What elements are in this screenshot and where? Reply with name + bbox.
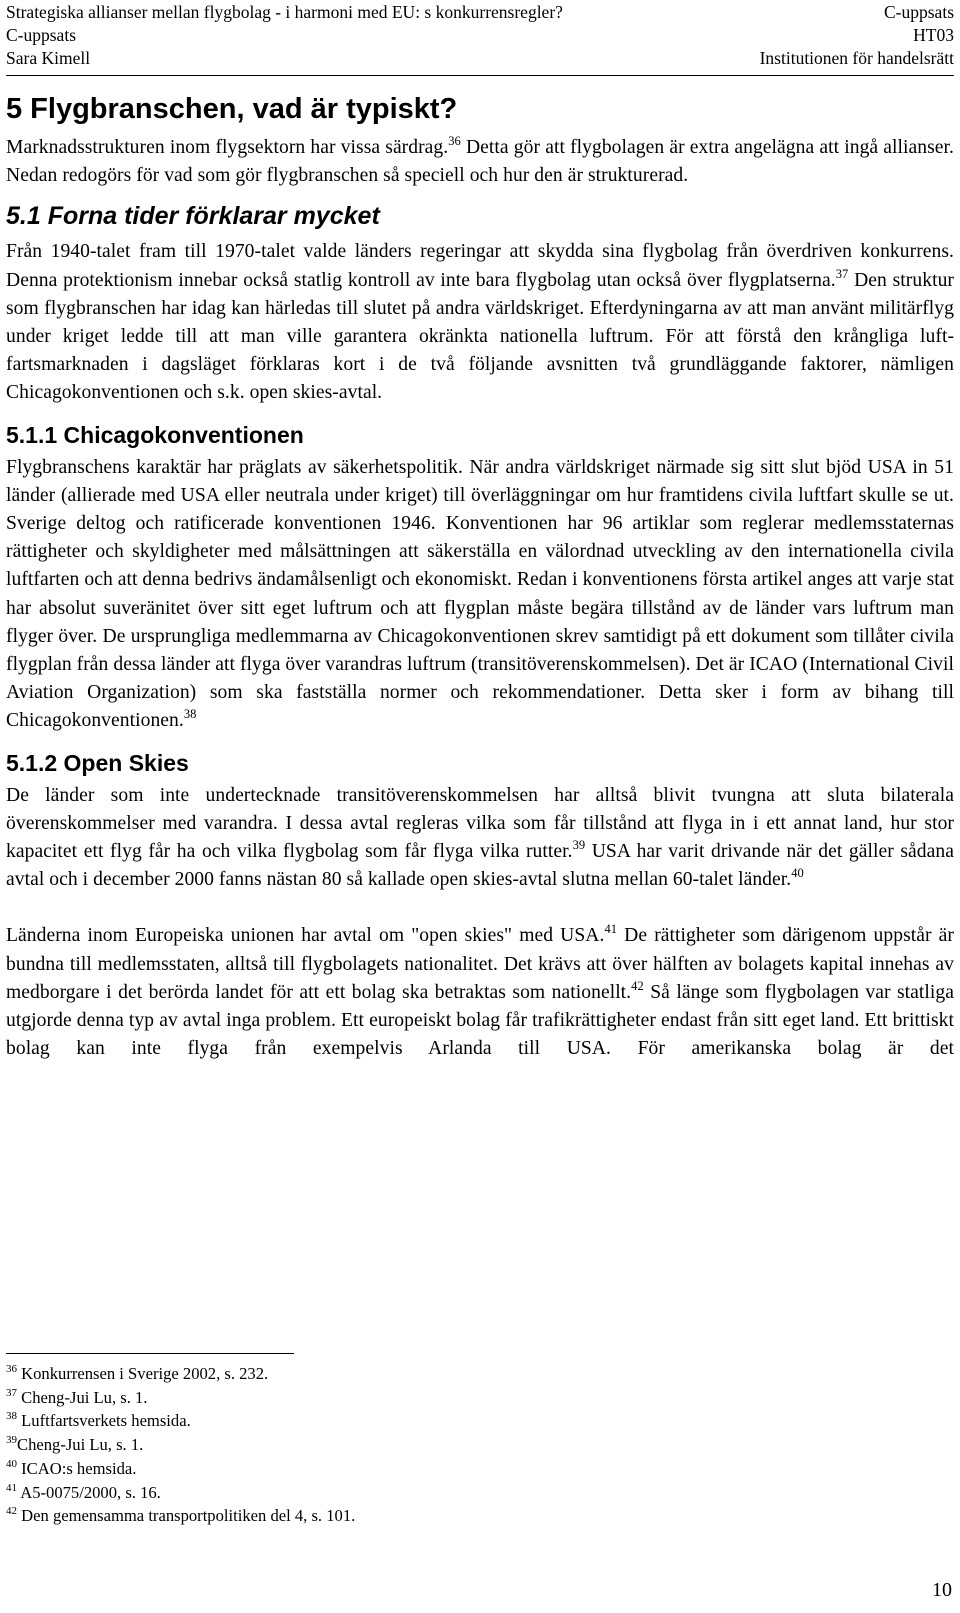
text-run: De länder som inte undertecknade transitöverenskommelsen har alltså blivit tvungna att sluta bilaterala överenskommelser med varandra. I dessa avtal regleras vilka som får tillstånd att flyga in i ett annat land, hur stor kapacitet ett flyg får ha och vilka flygbolag som får flyga vilka rutter. xyxy=(6,784,954,863)
footnote-text: A5-0075/2000, s. 16. xyxy=(17,1482,161,1502)
footnote-text: ICAO:s hemsida. xyxy=(17,1458,137,1478)
footnote xyxy=(6,1504,954,1528)
footnote xyxy=(6,1386,954,1410)
text-run: De rättigheter som därigenom uppstår är bundna till medlemsstaten, alltså till flygbolagets nationalitet. Det krävs att över hälften av bolagets kapital innehas av medborgare i det berörda landet för att ett bolag ska betraktas som nationellt. xyxy=(6,925,954,1003)
footnote-separator xyxy=(6,1353,294,1354)
footnote-reference: 40 xyxy=(791,866,804,881)
body-text xyxy=(6,88,954,1063)
footnote-reference: 39 xyxy=(572,838,586,853)
footnote-reference: 41 xyxy=(604,922,618,937)
section-heading-5-1: 5.1 Forna tider förklarar mycket xyxy=(6,202,380,231)
header-divider xyxy=(6,75,954,76)
text-run: Den struktur som flygbranschen har idag kan härledas till slutet på andra världskriget. Efterdyningarna av att man använt militärflyg under kriget ledde till att man ville garantera okränkta nationella luftrum. För att förstå den krångliga luftfartsmarknaden i dagsläget förklaras kort i de två följande avsnitten två grundläggande faktorer, nämligen Chicagokonventionen och s.k. open skies-avtal. xyxy=(6,269,954,404)
footnote-number: 39 xyxy=(6,1434,17,1447)
text-run: Länderna inom Europeiska unionen har avtal om "open skies" med USA. xyxy=(6,925,605,947)
chapter-intro-paragraph xyxy=(6,134,954,190)
header-document-title: Strategiska allianser mellan flygbolag - i harmoni med EU: s konkurrensregler? xyxy=(6,2,563,22)
section-5-1-paragraph xyxy=(6,238,954,407)
section-5-1-2-paragraph-2 xyxy=(6,922,954,1063)
text-run: Så länge som flygbolagen var statliga utgjorde denna typ av avtal inga problem. Ett europeiskt bolag får trafikrättigheter endast från sitt eget land. Ett brittiskt bolag kan inte flyga från exempelvis Arlanda till USA. För amerikanska bolag är det xyxy=(6,981,954,1060)
footnote-number: 40 xyxy=(6,1457,17,1470)
text-run: Flygbranschens karaktär har präglats av säkerhetspolitik. När andra världskriget närmade sig sitt slut bjöd USA in 51 länder (allierade med USA eller neutrala under kriget) till överläggningar om hur framtidens civila luftfart skulle se ut. Sverige deltog och ratificerade konventionen 1946. Konventionen har 96 artiklar som reglerar medlemsstaternas rättigheter och skyldigheter med målsättningen att säkerställa en välordnad utveckling av den internationella civila luftfarten och att denna bedrivs ändamålsenligt och ekonomiskt. Redan i konventionens första artikel anges att varje stat har absolut suveränitet över sitt eget luftrum och att flygplan måste begära tillstånd av de länder vars luftrum man flyger över. De ursprungliga medlemmarna av Chicagokonventionen skrev samtidigt på ett dokument som tillåter civila flygplan från dessa länder att flyga över varandras luftrum (transitöverenskommelsen). Det är ICAO (International Civil Aviation Organization) som ska fastställa normer och rekommendationer. Detta sker i form av bihang till Chicagokonventionen. xyxy=(6,456,954,732)
section-heading-5-1-2: 5.1.2 Open Skies xyxy=(6,749,189,776)
footnote-text: Cheng-Jui Lu, s. 1. xyxy=(17,1435,144,1455)
footnote-number: 38 xyxy=(6,1410,17,1423)
text-run: Detta gör att flygbolagen är extra angelägna att ingå allianser. Nedan redogörs för vad som gör flygbranschen så speciell och hur den är strukturerad. xyxy=(6,137,954,187)
page-number: 10 xyxy=(932,1579,952,1601)
footnote-number: 37 xyxy=(6,1386,17,1399)
footnote-text: Luftfartsverkets hemsida. xyxy=(17,1411,191,1431)
footnote-reference: 42 xyxy=(631,978,644,993)
section-heading-5-1-1: 5.1.1 Chicagokonventionen xyxy=(6,421,304,448)
footnotes xyxy=(6,1362,954,1528)
text-run: Från 1940-talet fram till 1970-talet valde länders regeringar att skydda sina flygbolag från överdriven konkurrens. Denna protektionism innebar också statlig kontroll av inte bara flygbolag utan också över flygplatserna. xyxy=(6,241,954,291)
footnote-reference: 36 xyxy=(448,134,461,148)
text-run: USA har varit drivande när det gäller sådana avtal och i december 2000 fanns nästan 80 så kallade open skies-avtal slutna mellan 60-talet länder. xyxy=(6,841,954,891)
footnote xyxy=(6,1409,954,1433)
footnote-reference: 38 xyxy=(183,707,197,722)
header-thesis-type: C-uppsats xyxy=(884,2,954,22)
footnote-text: Konkurrensen i Sverige 2002, s. 232. xyxy=(17,1364,269,1383)
footnote xyxy=(6,1362,954,1386)
section-5-1-2-paragraph-1 xyxy=(6,782,954,895)
header-department: Institutionen för handelsrätt xyxy=(759,48,954,68)
footnote-reference: 37 xyxy=(835,266,849,281)
footnote-text: Cheng-Jui Lu, s. 1. xyxy=(17,1387,148,1407)
header-author: Sara Kimell xyxy=(6,48,91,68)
footnote-number: 42 xyxy=(6,1505,17,1518)
footnote-text: Den gemensamma transportpolitiken del 4, s. 101. xyxy=(17,1506,356,1526)
chapter-heading: 5 Flygbranschen, vad är typiskt? xyxy=(6,93,458,125)
footnote xyxy=(6,1457,954,1481)
footnote-number: 41 xyxy=(6,1481,17,1494)
header-thesis-type-left: C-uppsats xyxy=(6,25,76,45)
footnote-number: 36 xyxy=(6,1363,17,1375)
footnote xyxy=(6,1481,954,1505)
text-run: Marknadsstrukturen inom flygsektorn har vissa särdrag. xyxy=(6,137,449,158)
section-5-1-1-paragraph xyxy=(6,454,954,736)
footnote xyxy=(6,1433,954,1457)
header-term: HT03 xyxy=(913,25,954,45)
